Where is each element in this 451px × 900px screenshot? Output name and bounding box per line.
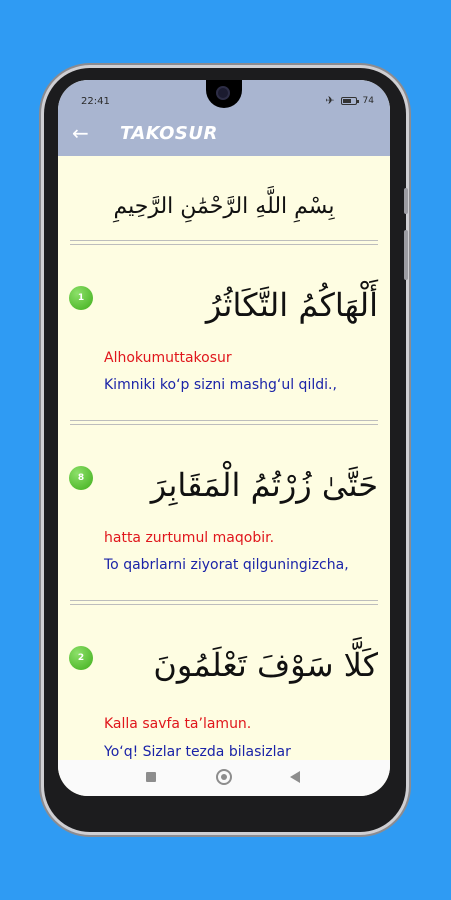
verse-transliteration: Kalla savfa ta’lamun. [104, 716, 252, 732]
verse-transliteration: Alhokumuttakosur [104, 350, 232, 366]
battery-percent: 74 [362, 95, 374, 106]
verse-transliteration: hatta zurtumul maqobir. [104, 530, 275, 546]
back-triangle-icon[interactable] [290, 771, 300, 783]
system-nav-bar [58, 760, 390, 796]
verse-number-badge: 1 [69, 286, 93, 310]
verse-translation: Kimniki ko‘p sizni mashg‘ul qildi., [104, 377, 337, 393]
verse-item[interactable] [58, 244, 390, 422]
verse-translation: Yo‘q! Sizlar tezda bilasizlar [104, 744, 291, 760]
battery-fill [343, 99, 351, 103]
app-bar [58, 112, 390, 156]
battery-icon [341, 97, 357, 105]
verse-item[interactable] [58, 424, 390, 602]
verse-arabic: أَلْهَاكُمُ التَّكَاثُرُ [205, 286, 378, 324]
status-time: 22:41 [81, 96, 110, 107]
verse-arabic: حَتَّىٰ زُرْتُمُ الْمَقَابِرَ [150, 466, 378, 504]
verse-item[interactable] [58, 604, 390, 760]
verse-arabic: كَلَّا سَوْفَ تَعْلَمُونَ [153, 646, 378, 684]
arrow-back-icon[interactable]: ← [72, 121, 89, 145]
verse-number-badge: 2 [69, 646, 93, 670]
front-camera [216, 86, 230, 100]
phone-volume-button [404, 230, 408, 280]
phone-side-button [404, 188, 408, 214]
verse-number-badge: 8 [69, 466, 93, 490]
status-icons [325, 94, 374, 107]
phone-screen [58, 80, 390, 796]
bismillah-text: بِسْمِ اللَّهِ الرَّحْمَٰنِ الرَّحِيمِ [113, 194, 335, 219]
verse-translation: To qabrlarni ziyorat qilguningizcha, [104, 557, 349, 573]
recent-apps-icon[interactable] [146, 772, 156, 782]
page-title: TAKOSUR [120, 123, 218, 144]
home-icon[interactable] [216, 769, 232, 785]
airplane-mode-icon: ✈ [325, 94, 335, 107]
surah-content[interactable] [58, 156, 390, 760]
